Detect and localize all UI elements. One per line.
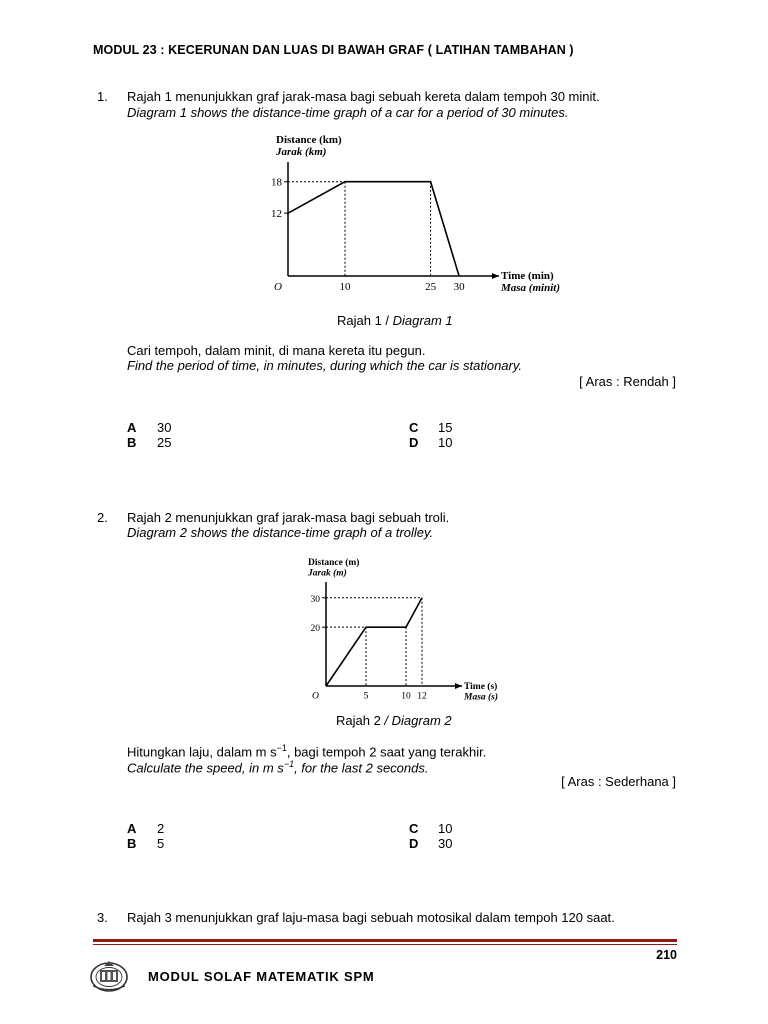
diagram-2-x-axis-label: Time (s) (464, 682, 498, 692)
diagram-1-graph (262, 128, 560, 300)
page-number: 210 (656, 948, 677, 962)
q1-option-d-value[interactable]: 10 (438, 435, 453, 450)
diagram-1-y-tick-0: 12 (271, 208, 282, 221)
q1-option-a-value[interactable]: 30 (157, 420, 172, 435)
q3-number: 3. (97, 910, 108, 925)
q2-question-ms-b: , bagi tempoh 2 saat yang terakhir. (286, 744, 487, 760)
q2-option-b-letter: B (127, 836, 137, 851)
diagram-2-x-axis-label-ms: Masa (s) (464, 692, 499, 703)
footer-module-name: MODUL SOLAF MATEMATIK SPM (148, 969, 375, 984)
diagram-2-y-tick-0: 20 (310, 624, 320, 635)
diagram-2-x-axis-arrow (455, 683, 462, 689)
diagram-1-x-axis-label: Time (min) (501, 270, 554, 282)
diagram-2-origin-label: O (312, 691, 319, 702)
q2-question-en-a: Calculate the speed, in m s (127, 760, 284, 776)
q1-level: [ Aras : Rendah ] (579, 374, 676, 389)
diagram-2-y-axis-label: Distance (m) (308, 558, 360, 568)
q1-option-d-letter: D (409, 435, 419, 450)
diagram-1-x-axis-arrow (492, 273, 499, 279)
footer-rule-thick (93, 939, 677, 942)
q2-option-d-letter: D (409, 836, 419, 851)
q1-text-ms: Rajah 1 menunjukkan graf jarak-masa bagi sebuah kereta dalam tempoh 30 minit. (127, 89, 600, 104)
diagram-1-origin-label: O (274, 281, 282, 293)
q1-option-a-letter: A (127, 420, 137, 435)
q1-option-c-value[interactable]: 15 (438, 420, 453, 435)
q2-question-ms (127, 743, 486, 759)
diagram-1-y-tick-1: 18 (271, 176, 282, 189)
q2-option-a-letter: A (127, 821, 137, 836)
diagram-2-series-line (326, 598, 422, 686)
q2-option-b-value[interactable]: 5 (157, 836, 165, 851)
q2-question-ms-a: Hitungkan laju, dalam m s (127, 744, 277, 760)
q1-text-en: Diagram 1 shows the distance-time graph of a car for a period of 30 minutes. (127, 105, 569, 120)
q1-question-en: Find the period of time, in minutes, during which the car is stationary. (127, 358, 523, 373)
q1-number: 1. (97, 89, 108, 104)
q1-question-ms: Cari tempoh, dalam minit, di mana kereta itu pegun. (127, 343, 426, 358)
q2-option-d-value[interactable]: 30 (438, 836, 453, 851)
q2-option-c-letter: C (409, 821, 419, 836)
diagram-2-y-axis-label-ms: Jarak (m) (308, 568, 347, 579)
q2-text-en: Diagram 2 shows the distance-time graph of a trolley. (127, 525, 434, 540)
diagram-2-x-tick-1: 10 (401, 691, 411, 702)
q2-level: [ Aras : Sederhana ] (561, 774, 676, 789)
diagram-1-x-tick-1: 25 (425, 281, 437, 293)
diagram-1-y-axis-label: Distance (km) (276, 134, 342, 146)
diagram-2-y-tick-1: 30 (310, 594, 320, 605)
diagram-2-x-tick-2: 12 (417, 691, 427, 702)
diagram-1-x-tick-2: 30 (453, 281, 465, 293)
q2-question-en (127, 759, 428, 775)
q2-text-ms: Rajah 2 menunjukkan graf jarak-masa bagi sebuah troli. (127, 510, 450, 525)
q1-caption-en: Diagram 1 (392, 313, 453, 328)
q2-option-c-value[interactable]: 10 (438, 821, 453, 836)
diagram-1-x-axis-label-ms: Masa (minit) (501, 282, 560, 294)
q1-option-c-letter: C (409, 420, 419, 435)
diagram-1-y-axis-label-ms: Jarak (km) (276, 146, 327, 158)
page-header-title: MODUL 23 : KECERUNAN DAN LUAS DI BAWAH GRAF ( LATIHAN TAMBAHAN ) (93, 43, 574, 57)
q2-unit-superscript-en: −1 (283, 759, 295, 769)
q1-option-b-value[interactable]: 25 (157, 435, 172, 450)
q2-number: 2. (97, 510, 108, 525)
q1-caption-ms: Rajah 1 / (337, 313, 393, 328)
q2-option-a-value[interactable]: 2 (157, 821, 165, 836)
q2-caption-en: / Diagram 2 (384, 713, 452, 728)
q2-question-en-b: , for the last 2 seconds. (294, 760, 429, 776)
diagram-1-x-tick-0: 10 (339, 281, 351, 293)
diagram-2-x-tick-0: 5 (363, 691, 369, 702)
q1-option-b-letter: B (127, 435, 137, 450)
school-crest-logo (88, 958, 130, 994)
q2-caption (336, 713, 452, 728)
q3-text-ms: Rajah 3 menunjukkan graf laju-masa bagi sebuah motosikal dalam tempoh 120 saat. (127, 910, 615, 925)
diagram-1-series-line (288, 182, 459, 276)
q2-unit-superscript-ms: −1 (276, 743, 287, 753)
diagram-2-graph (300, 552, 512, 703)
footer-rule-thin (93, 944, 677, 945)
q2-caption-ms: Rajah 2 (336, 713, 385, 728)
q1-caption (337, 313, 453, 328)
